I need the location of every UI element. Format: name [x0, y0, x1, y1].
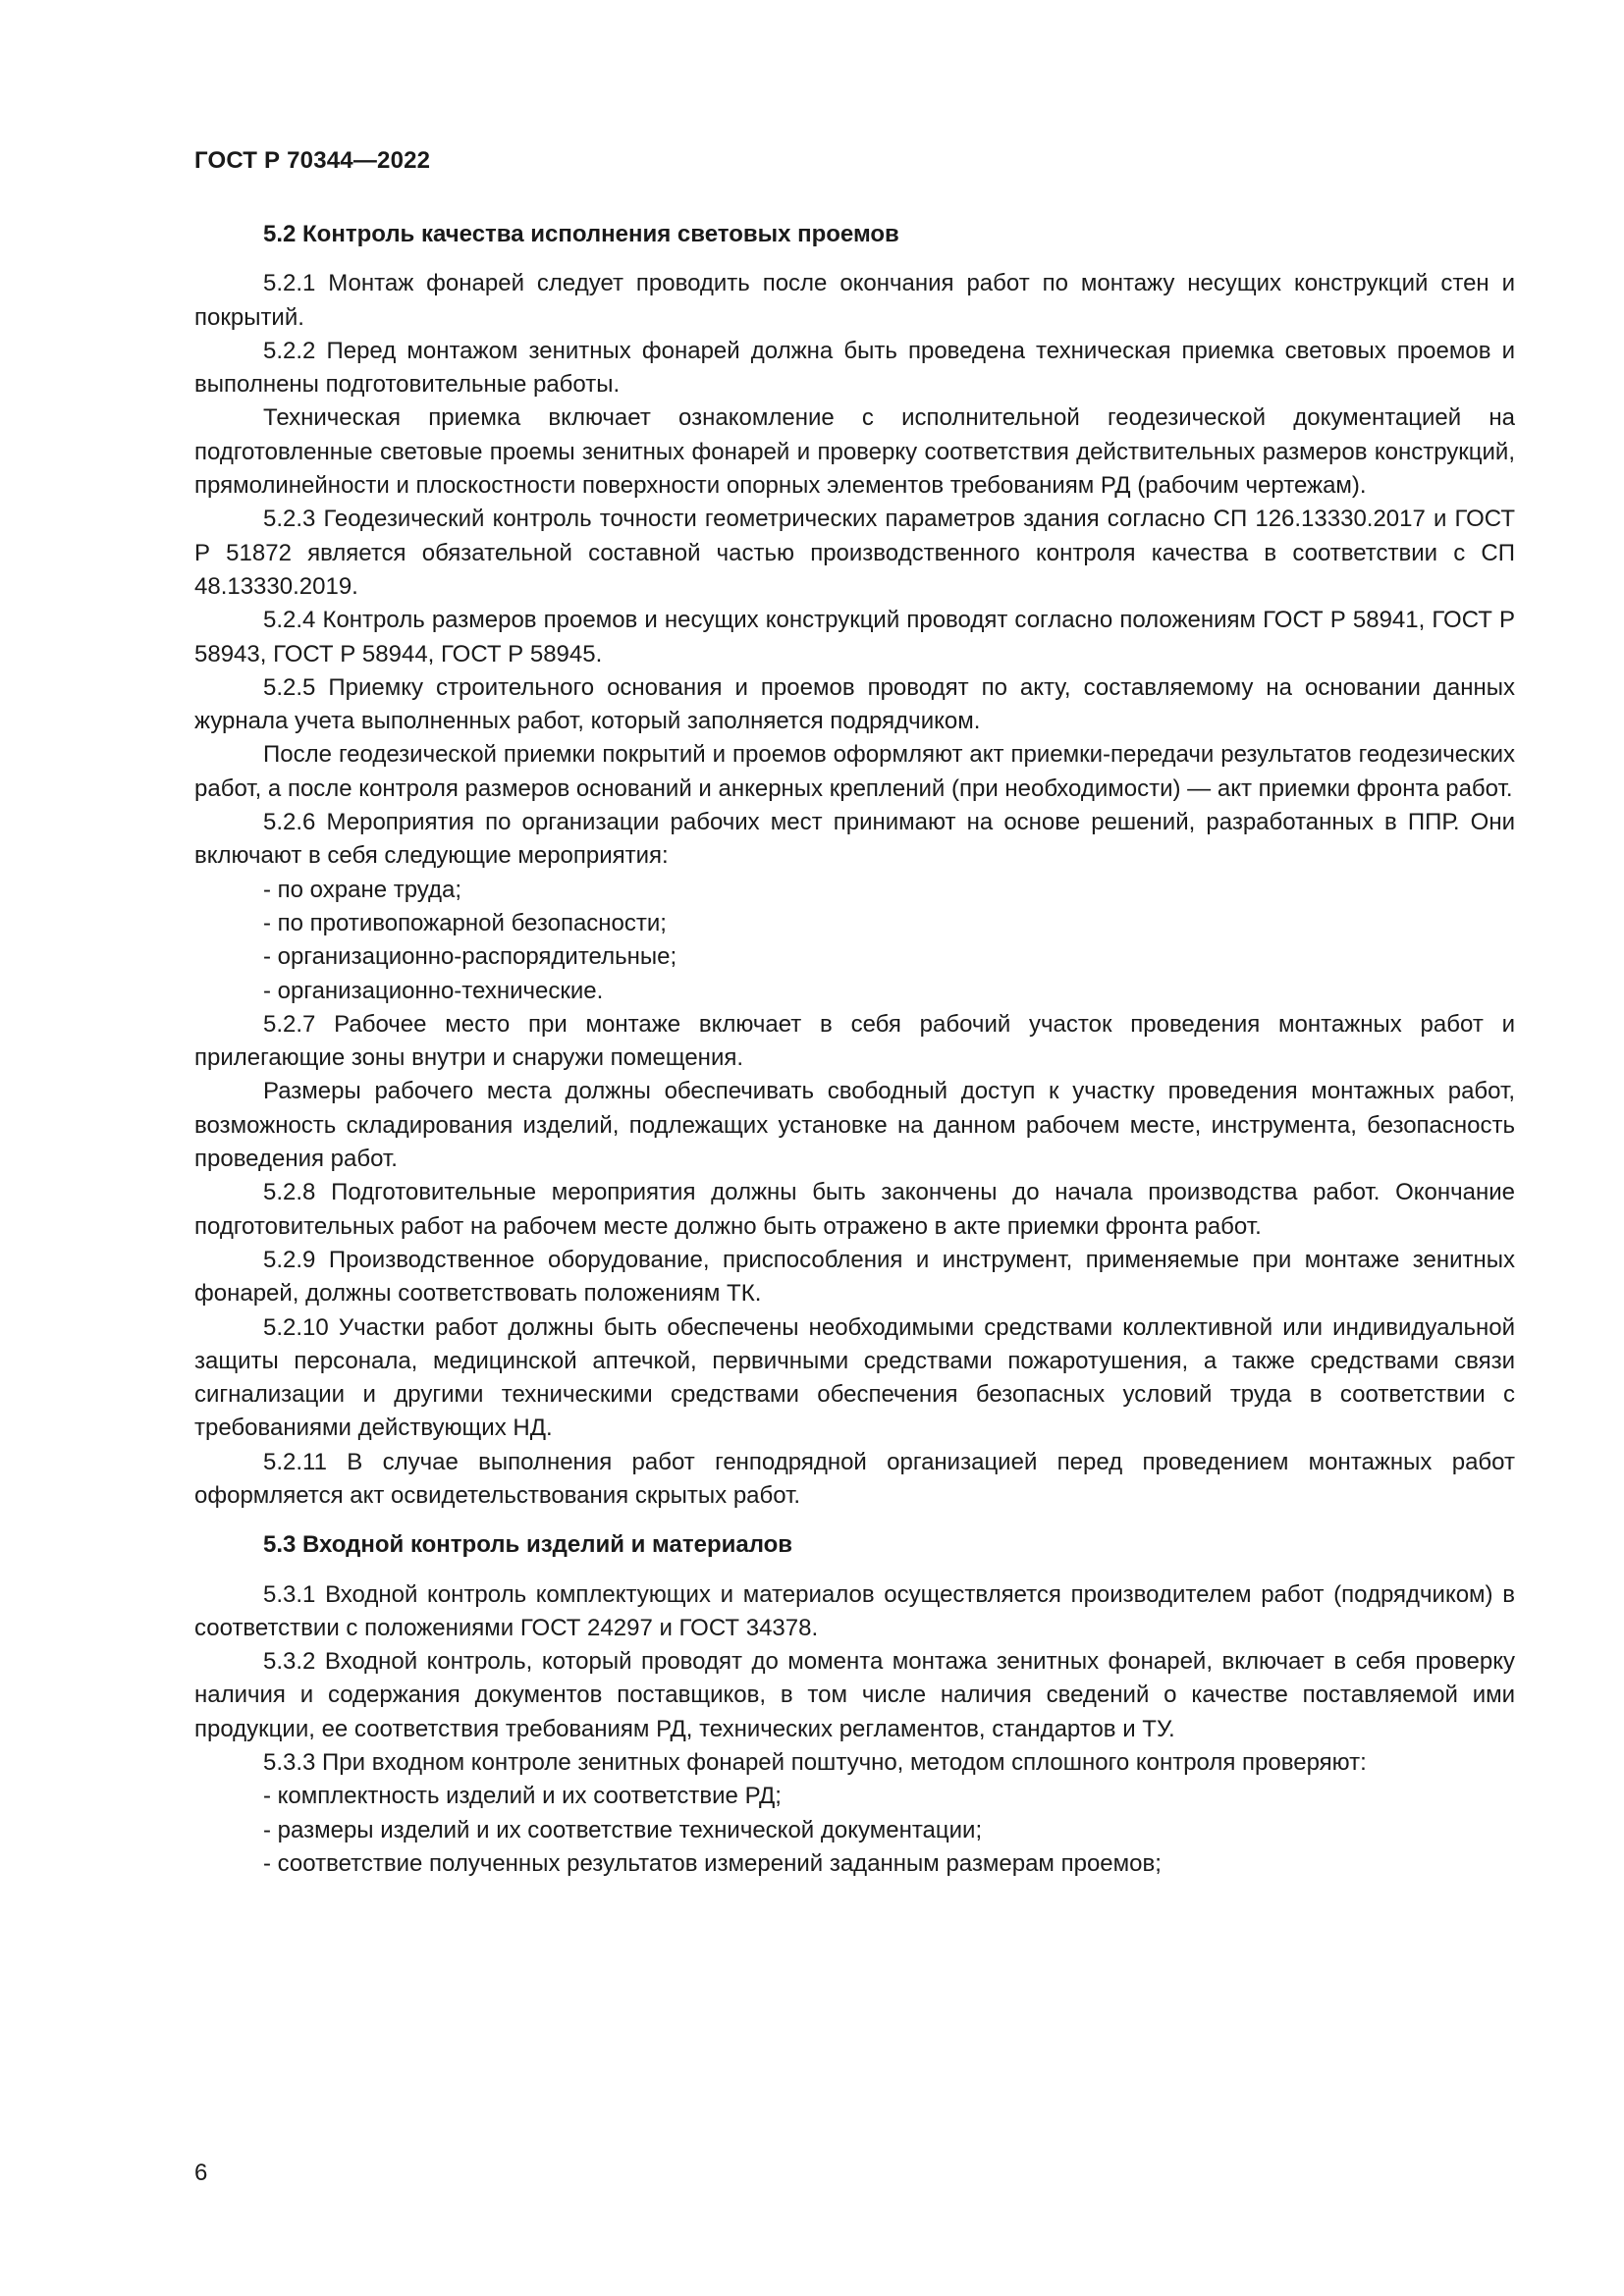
paragraph: 5.2.10 Участки работ должны быть обеспечены необходимыми средствами коллективной или индивидуальной защиты персонала, медицинской аптечкой, первичными средствами пожаротушения, а также средствами связи сигнализации и другими техническими средствами обеспечения безопасных условий труда в соответствии с требованиями действующих НД.	[194, 1313, 1515, 1442]
paragraph: 5.2.9 Производственное оборудование, приспособления и инструмент, применяемые при монтаже зенитных фонарей, должны соответствовать положениям ТК.	[194, 1246, 1515, 1308]
paragraph: 5.2.2 Перед монтажом зенитных фонарей должна быть проведена техническая приемка световых проемов и выполнены подготовительные работы.	[194, 337, 1515, 399]
list-item: - по охране труда;	[263, 876, 462, 903]
paragraph: 5.3.3 При входном контроле зенитных фонарей поштучно, методом сплошного контроля проверяют:	[263, 1749, 1367, 1777]
section-5-2-title: 5.2 Контроль качества исполнения световых проемов	[263, 221, 899, 247]
paragraph: Размеры рабочего места должны обеспечивать свободный доступ к участку проведения монтажных работ, возможность складирования изделий, подлежащих установке на данном рабочем месте, инструмента, безопасность проведения работ.	[194, 1078, 1515, 1173]
paragraph: 5.2.7 Рабочее место при монтаже включает в себя рабочий участок проведения монтажных работ и прилегающие зоны внутри и снаружи помещения.	[194, 1010, 1515, 1072]
list-item: - организационно-технические.	[263, 977, 604, 1004]
list-item: - по противопожарной безопасности;	[263, 909, 667, 936]
paragraph: 5.2.6 Мероприятия по организации рабочих мест принимают на основе решений, разработанных в ППР. Они включают в себя следующие мероприятия:	[194, 809, 1515, 870]
paragraph: 5.3.2 Входной контроль, который проводят до момента монтажа зенитных фонарей, включает в себя проверку наличия и содержания документов поставщиков, в том числе наличия сведений о качестве поставляемой ими продукции, ее соответствия требованиям РД, технических регламентов, стандартов и ТУ.	[194, 1648, 1515, 1742]
document-code-header: ГОСТ Р 70344—2022	[194, 147, 431, 174]
paragraph: 5.2.8 Подготовительные мероприятия должны быть закончены до начала производства работ. Окончание подготовительных работ на рабочем месте должно быть отражено в акте приемки фронта работ.	[194, 1179, 1515, 1240]
paragraph: 5.2.1 Монтаж фонарей следует проводить после окончания работ по монтажу несущих конструкций стен и покрытий.	[194, 270, 1515, 331]
paragraph: Техническая приемка включает ознакомление с исполнительной геодезической документацией на подготовленные световые проемы зенитных фонарей и проверку соответствия действительных размеров конструкций, прямолинейности и плоскостности поверхности опорных элементов требованиям РД (рабочим чертежам).	[194, 404, 1515, 500]
list-item: - организационно-распорядительные;	[263, 943, 677, 971]
paragraph: После геодезической приемки покрытий и проемов оформляют акт приемки-передачи результатов геодезических работ, а после контроля размеров оснований и анкерных креплений (при необходимости) — акт приемки фронта работ.	[194, 741, 1515, 802]
paragraph: 5.2.4 Контроль размеров проемов и несущих конструкций проводят согласно положениям ГОСТ Р 58941, ГОСТ Р 58943, ГОСТ Р 58944, ГОСТ Р 58945.	[194, 607, 1515, 667]
paragraph: 5.2.3 Геодезический контроль точности геометрических параметров здания согласно СП 126.13330.2017 и ГОСТ Р 51872 является обязательной составной частью производственного контроля качества в соответствии с СП 48.13330.2019.	[194, 506, 1515, 600]
list-item: - соответствие полученных результатов измерений заданным размерам проемов;	[263, 1849, 1162, 1877]
section-5-3-title: 5.3 Входной контроль изделий и материалов	[263, 1531, 793, 1559]
page-number: 6	[194, 2160, 208, 2186]
paragraph: 5.2.5 Приемку строительного основания и проемов проводят по акту, составляемому на основании данных журнала учета выполненных работ, который заполняется подрядчиком.	[194, 673, 1515, 735]
document-body	[194, 218, 1515, 1881]
paragraph: 5.3.1 Входной контроль комплектующих и материалов осуществляется производителем работ (подрядчиком) в соответствии с положениями ГОСТ 24297 и ГОСТ 34378.	[194, 1580, 1515, 1641]
list-item: - размеры изделий и их соответствие технической документации;	[263, 1816, 983, 1843]
list-item: - комплектность изделий и их соответствие РД;	[263, 1783, 782, 1810]
paragraph: 5.2.11 В случае выполнения работ генподрядной организацией перед проведением монтажных работ оформляется акт освидетельствования скрытых работ.	[194, 1448, 1515, 1509]
